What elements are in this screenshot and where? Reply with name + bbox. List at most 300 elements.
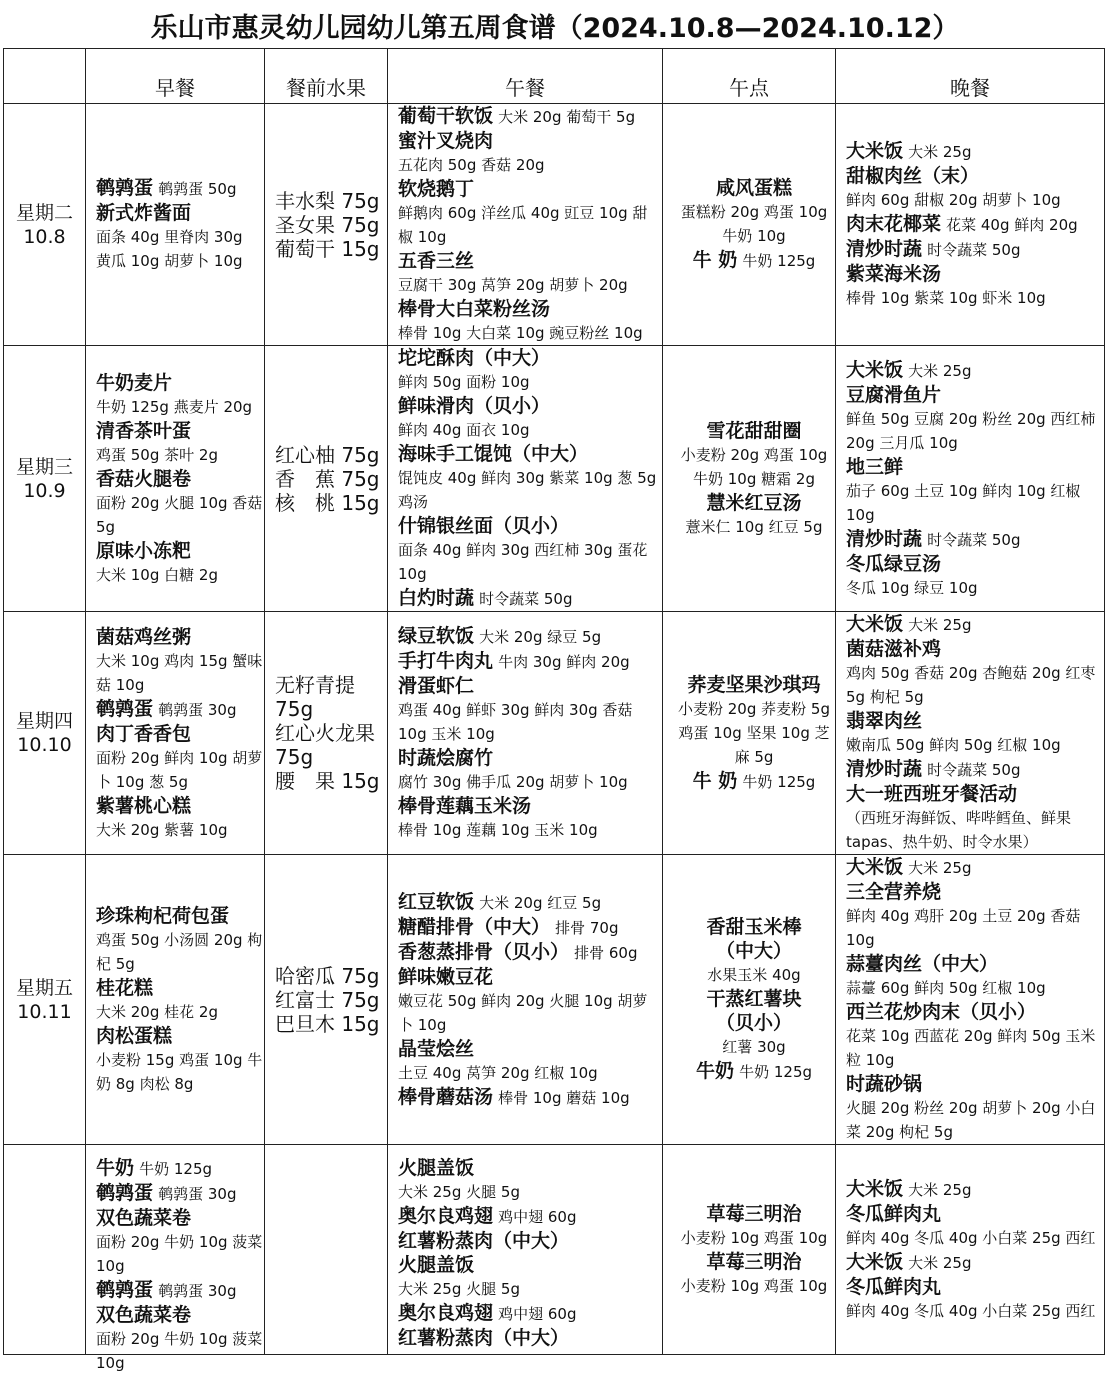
ingredients: 鲜鹅肉 60g 洋丝瓜 40g 豇豆 10g 甜椒 10g [398, 204, 648, 246]
menu-item [846, 1202, 1104, 1226]
menu-item [673, 987, 835, 1011]
fruit-cell [265, 612, 388, 855]
dish-name: 干蒸红薯块 [706, 988, 802, 1010]
menu-item [673, 176, 835, 200]
dish-name: 红豆软饭 [398, 890, 475, 913]
day-row [4, 346, 1105, 612]
dish-name: 蜜汁叉烧肉 [398, 130, 494, 152]
ingredients: 嫩豆花 50g 鲜肉 20g 火腿 10g 胡萝卜 10g [398, 991, 648, 1034]
ingredients: 冬瓜 10g 绿豆 10g [846, 578, 978, 597]
menu-item [398, 649, 662, 674]
menu-item [96, 928, 264, 976]
ingredients: 时令蔬菜 50g [927, 241, 1021, 259]
menu-item [96, 1206, 264, 1230]
menu-item [96, 225, 264, 249]
dinner-cell [836, 1145, 1105, 1355]
ingredients: 大米 25g [908, 143, 972, 161]
dish-name: 雪花甜甜圈 [706, 419, 802, 442]
menu-table [3, 48, 1105, 1372]
fruit-item: 核 桃 15g [275, 490, 380, 515]
menu-item [673, 419, 835, 443]
menu-item [846, 188, 1104, 212]
ingredients: 大米 25g 火腿 5g [398, 1279, 520, 1298]
fruit-item: 无籽青提 [275, 673, 355, 697]
dish-name: 鹌鹑蛋 [96, 177, 154, 199]
menu-item [398, 538, 662, 586]
menu-item [398, 514, 662, 538]
dish-name: 双色蔬菜卷 [96, 1303, 192, 1326]
menu-item [846, 1096, 1104, 1144]
menu-item [673, 1226, 835, 1250]
ingredients: 蛋糕粉 20g 鸡蛋 10g [680, 203, 828, 221]
ingredients: 排骨 60g [574, 943, 638, 962]
menu-item [846, 527, 1104, 552]
header-row [4, 49, 1105, 104]
menu-item [398, 1253, 662, 1277]
menu-item [846, 237, 1104, 262]
lunch-cell [388, 104, 663, 346]
menu-item [398, 346, 662, 370]
dish-name: 大米饭 [846, 856, 904, 878]
ingredients: 小麦粉 10g 鸡蛋 10g [680, 1276, 828, 1295]
menu-item [846, 1072, 1104, 1096]
dish-name: 软烧鹅丁 [398, 178, 475, 200]
dish-name: 地三鲜 [846, 455, 904, 478]
menu-item [398, 201, 662, 249]
ingredients: 鸡中翅 60g [498, 1304, 577, 1323]
menu-item [398, 1326, 662, 1350]
menu-item [673, 963, 835, 987]
ingredients: 大米 25g [908, 361, 972, 380]
dish-name: 牛奶 [695, 1060, 734, 1082]
header-breakfast: 早餐 [86, 49, 265, 104]
dish-name: 冬瓜绿豆汤 [846, 552, 942, 575]
menu-item [846, 139, 1104, 164]
menu-item [673, 224, 835, 248]
dish-name: 奥尔良鸡翅 [398, 1301, 494, 1324]
menu-item [96, 1024, 264, 1048]
menu-item [96, 722, 264, 746]
snack-cell [663, 855, 836, 1145]
dish-name: 香葱蒸排骨（贝小） [398, 940, 570, 963]
breakfast-cell [86, 855, 265, 1145]
menu-item [96, 1327, 264, 1375]
fruit-item: 葡萄干 15g [275, 236, 380, 261]
ingredients: 小麦粉 15g 鸡蛋 10g 牛奶 8g 肉松 8g [96, 1050, 263, 1093]
ingredients: 土豆 40g 莴笋 20g 红椒 10g [398, 1063, 598, 1082]
dish-name: 牛 奶 [692, 769, 738, 792]
menu-item [673, 248, 835, 273]
menu-item [398, 1204, 662, 1229]
ingredients: 小麦粉 20g 鸡蛋 10g [680, 445, 828, 464]
ingredients: 牛奶 125g 燕麦片 20g [96, 397, 253, 416]
menu-item [846, 637, 1104, 661]
ingredients: 大米 25g [908, 859, 972, 877]
dish-name: 豆腐滑鱼片 [846, 383, 942, 406]
day-name: 星期二 [15, 201, 73, 224]
menu-item [846, 806, 1104, 854]
menu-item [846, 1177, 1104, 1202]
dish-name: 牛奶麦片 [96, 371, 173, 394]
menu-item [96, 563, 264, 587]
menu-item [673, 1250, 835, 1274]
menu-item [673, 769, 835, 794]
ingredients: 馄饨皮 40g 鲜肉 30g 紫菜 10g 葱 5g 鸡汤 [398, 469, 657, 511]
menu-item [96, 1230, 264, 1278]
dish-name: 紫菜海米汤 [846, 263, 942, 285]
ingredients: 大米 20g 紫薯 10g [96, 820, 228, 839]
menu-item [846, 407, 1104, 455]
dish-name: 清香茶叶蛋 [96, 419, 192, 442]
day-date: 10.8 [23, 225, 66, 248]
ingredients: 小麦粉 20g 荞麦粉 5g [678, 699, 830, 718]
menu-item [96, 176, 264, 201]
dish-name: 大米饭 [846, 358, 904, 381]
ingredients: 大米 25g [908, 616, 972, 634]
menu-item [398, 177, 662, 201]
dish-name: 清炒时蔬 [846, 238, 923, 260]
menu-item [846, 164, 1104, 188]
menu-item [96, 395, 264, 419]
ingredients: 牛奶 125g [739, 1063, 813, 1081]
menu-item [846, 757, 1104, 782]
ingredients: 鲜肉 40g 冬瓜 40g 小白菜 25g 西红 [846, 1301, 1096, 1320]
dish-name: 大米饭 [846, 1177, 904, 1200]
menu-item [846, 479, 1104, 527]
menu-item [398, 624, 662, 649]
day-row [4, 1145, 1105, 1355]
menu-item [96, 1303, 264, 1327]
dish-name: 鹌鹑蛋 [96, 1181, 154, 1204]
ingredients: 豆腐干 30g 莴笋 20g 胡萝卜 20g [398, 276, 628, 294]
header-fruit: 餐前水果 [265, 49, 388, 104]
ingredients: 嫩南瓜 50g 鲜肉 50g 红椒 10g [846, 736, 1061, 754]
menu-item [846, 733, 1104, 757]
dish-name: 鲜味滑肉（贝小） [398, 395, 551, 417]
menu-item [846, 383, 1104, 407]
menu-item [96, 794, 264, 818]
ingredients: 鲜肉 40g 冬瓜 40g 小白菜 25g 西红 [846, 1228, 1096, 1247]
ingredients: 面粉 20g 牛奶 10g 菠菜 10g [96, 1329, 263, 1372]
menu-item [398, 321, 662, 345]
fruit-cell [265, 104, 388, 346]
menu-item [398, 586, 662, 611]
ingredients: 大米 20g 葡萄干 5g [498, 108, 636, 126]
dish-name: 菌菇鸡丝粥 [96, 625, 192, 648]
dish-name: 晶莹烩丝 [398, 1037, 475, 1060]
ingredients: 鲜肉 50g 面粉 10g [398, 373, 530, 391]
ingredients: 鸡蛋 50g 茶叶 2g [96, 445, 218, 464]
dish-name: 鹌鹑蛋 [96, 697, 154, 720]
dish-name: 冬瓜鲜肉丸 [846, 1202, 942, 1225]
dinner-cell [836, 104, 1105, 346]
menu-item [96, 1181, 264, 1206]
ingredients: 鲜鱼 50g 豆腐 20g 粉丝 20g 西红柿 20g 三月瓜 10g [846, 409, 1096, 452]
dish-name: 香菇火腿卷 [96, 467, 192, 490]
lunch-cell [388, 346, 663, 612]
day-name: 星期五 [15, 976, 73, 999]
breakfast-cell [86, 1145, 265, 1372]
menu-item [96, 1000, 264, 1024]
ingredients: 大米 25g [908, 1180, 972, 1199]
header-lunch: 午餐 [388, 49, 663, 104]
ingredients: 鲜肉 40g 鸡肝 20g 土豆 20g 香菇 10g [846, 907, 1081, 949]
menu-item [398, 770, 662, 794]
dish-name: 鲜味嫩豆花 [398, 965, 494, 988]
fruit-item: 圣女果 75g [275, 212, 380, 237]
menu-item [398, 1229, 662, 1253]
dish-name: 大米饭 [846, 1250, 904, 1273]
dish-name: 慧米红豆汤 [706, 491, 802, 514]
dinner-cell [836, 346, 1105, 612]
ingredients: 大米 20g 桂花 2g [96, 1002, 218, 1021]
lunch-cell [388, 1145, 663, 1355]
ingredients: 排骨 70g [555, 918, 619, 937]
ingredients: 蒜薹 60g 鲜肉 50g 红椒 10g [846, 979, 1046, 997]
dish-name: （贝小） [715, 1012, 792, 1034]
menu-item [846, 1000, 1104, 1024]
menu-item [673, 673, 835, 697]
dish-name: 荞麦坚果沙琪玛 [687, 673, 821, 696]
ingredients: 牛肉 30g 鲜肉 20g [498, 653, 630, 671]
menu-item [673, 200, 835, 224]
day-cell [4, 346, 86, 612]
menu-item [398, 794, 662, 818]
ingredients: 大米 25g 火腿 5g [398, 1182, 520, 1201]
dish-name: 时蔬烩腐竹 [398, 747, 494, 769]
menu-item [846, 1275, 1104, 1299]
header-corner [4, 49, 86, 104]
ingredients: 鹌鹑蛋 50g [158, 180, 237, 198]
ingredients: 五花肉 50g 香菇 20g [398, 156, 545, 174]
menu-item [398, 1061, 662, 1085]
fruit-cell [265, 855, 388, 1145]
menu-item [398, 1085, 662, 1110]
menu-item [846, 855, 1104, 880]
ingredients: 时令蔬菜 50g [479, 590, 573, 608]
dish-name: 棒骨蘑菇汤 [398, 1085, 494, 1108]
ingredients: 鹌鹑蛋 30g [158, 1184, 237, 1203]
dish-name: 红薯粉蒸肉（中大） [398, 1229, 570, 1252]
dish-name: 鹌鹑蛋 [96, 1278, 154, 1301]
menu-item [673, 939, 835, 963]
day-cell [4, 612, 86, 855]
dish-name: 珍珠枸杞荷包蛋 [96, 904, 230, 927]
dish-name: 翡翠肉丝 [846, 710, 923, 732]
ingredients: 面粉 20g 牛奶 10g 菠菜 10g [96, 1232, 263, 1275]
menu-item [398, 418, 662, 442]
dish-name: 糖醋排骨（中大） [398, 915, 551, 938]
menu-item [398, 1180, 662, 1204]
menu-item [96, 249, 264, 273]
menu-item [398, 129, 662, 153]
menu-item [96, 1278, 264, 1303]
menu-item [846, 212, 1104, 237]
menu-item [96, 443, 264, 467]
dish-name: 西兰花炒肉末（贝小） [846, 1001, 1037, 1023]
dish-name: 草莓三明治 [706, 1250, 802, 1273]
fruit-item: 75g [275, 697, 314, 721]
dish-name: 新式炸酱面 [96, 202, 192, 224]
ingredients: 鹌鹑蛋 30g [158, 1281, 237, 1300]
ingredients: 棒骨 10g 莲藕 10g 玉米 10g [398, 821, 598, 839]
menu-item [673, 1035, 835, 1059]
dish-name: 肉松蛋糕 [96, 1024, 173, 1047]
fruit-item: 香 蕉 75g [275, 466, 380, 491]
snack-cell [663, 612, 836, 855]
lunch-cell [388, 612, 663, 855]
menu-item [673, 697, 835, 721]
dish-name: 双色蔬菜卷 [96, 1206, 192, 1229]
fruit-item: 红心火龙果 [275, 721, 375, 745]
ingredients: 时令蔬菜 50g [927, 761, 1021, 779]
dish-name: 草莓三明治 [706, 1202, 802, 1225]
menu-item [96, 419, 264, 443]
ingredients: 时令蔬菜 50g [927, 530, 1021, 549]
ingredients: 花菜 40g 鲜肉 20g [946, 216, 1078, 234]
menu-item [96, 1156, 264, 1181]
menu-item [398, 746, 662, 770]
menu-item [96, 697, 264, 722]
ingredients: 棒骨 10g 大白菜 10g 豌豆粉丝 10g [398, 324, 643, 342]
ingredients: 牛奶 125g [139, 1159, 213, 1178]
day-row [4, 612, 1105, 855]
menu-item [96, 491, 264, 539]
fruit-cell [265, 346, 388, 612]
ingredients: 黄瓜 10g 胡萝卜 10g [96, 252, 243, 270]
dish-name: 牛 奶 [692, 249, 738, 271]
ingredients: 鸡中翅 60g [498, 1207, 577, 1226]
menu-item [673, 721, 835, 769]
menu-item [673, 467, 835, 491]
breakfast-cell [86, 346, 265, 612]
menu-item [398, 104, 662, 129]
menu-item [96, 467, 264, 491]
fruit-item: 丰水梨 75g [275, 188, 380, 213]
menu-item [96, 976, 264, 1000]
day-name: 星期四 [15, 710, 73, 732]
menu-item [846, 952, 1104, 976]
ingredients: 棒骨 10g 蘑菇 10g [498, 1088, 630, 1107]
fruit-item: 哈密瓜 75g [275, 963, 380, 988]
menu-item [846, 552, 1104, 576]
ingredients: 大米 25g [908, 1253, 972, 1272]
ingredients: 牛奶 125g [742, 772, 816, 791]
menu-item [846, 358, 1104, 383]
lunch-cell [388, 855, 663, 1145]
dish-name: 红薯粉蒸肉（中大） [398, 1326, 570, 1349]
menu-item [846, 1299, 1104, 1323]
menu-item [846, 1250, 1104, 1275]
breakfast-cell [86, 104, 265, 346]
menu-item [398, 297, 662, 321]
menu-item [398, 940, 662, 965]
page-title: 乐山市惠灵幼儿园幼儿第五周食谱（2024.10.8—2024.10.12） [150, 13, 960, 44]
dish-name: 大一班西班牙餐活动 [846, 783, 1018, 805]
menu-item [398, 273, 662, 297]
menu-item [846, 286, 1104, 310]
dish-name: 冬瓜鲜肉丸 [846, 1275, 942, 1298]
menu-item [398, 915, 662, 940]
dinner-cell [836, 855, 1105, 1145]
menu-item [846, 976, 1104, 1000]
menu-item [96, 818, 264, 842]
menu-item [398, 466, 662, 514]
menu-item [846, 1226, 1104, 1250]
day-date: 10.9 [23, 479, 66, 502]
fruit-item: 75g [275, 745, 314, 769]
dish-name: 甜椒肉丝（末） [846, 165, 980, 187]
dish-name: 棒骨莲藕玉米汤 [398, 795, 532, 817]
breakfast-cell [86, 612, 265, 855]
ingredients: 牛奶 125g [742, 252, 816, 270]
menu-item [398, 370, 662, 394]
dinner-cell [836, 612, 1105, 855]
ingredients: （西班牙海鲜饭、哔哔鳕鱼、鲜果 tapas、热牛奶、时令水果） [846, 809, 1072, 851]
dish-name: 原味小冻粑 [96, 539, 192, 562]
dish-name: 清炒时蔬 [846, 527, 923, 550]
ingredients: 大米 10g 白糖 2g [96, 565, 218, 584]
dish-name: 葡萄干软饭 [398, 105, 494, 127]
dish-name: 紫薯桃心糕 [96, 794, 192, 817]
dish-name: 火腿盖饭 [398, 1253, 475, 1276]
menu-item [398, 698, 662, 746]
snack-cell [663, 1145, 836, 1355]
dish-name: 滑蛋虾仁 [398, 675, 475, 697]
menu-item [96, 1048, 264, 1096]
ingredients: 鹌鹑蛋 30g [158, 700, 237, 719]
ingredients: 鲜肉 40g 面衣 10g [398, 421, 530, 439]
ingredients: 花菜 10g 西蓝花 20g 鲜肉 50g 玉米粒 10g [846, 1027, 1096, 1069]
dish-name: 什锦银丝面（贝小） [398, 515, 570, 537]
ingredients: 大米 20g 绿豆 5g [479, 628, 602, 646]
menu-item [846, 880, 1104, 904]
dish-name: 时蔬砂锅 [846, 1073, 923, 1095]
ingredients: 鸡肉 50g 香菇 20g 杏鲍菇 20g 红枣 5g 枸杞 5g [846, 664, 1096, 706]
ingredients: 面粉 20g 鲜肉 10g 胡萝卜 10g 葱 5g [96, 748, 263, 791]
menu-item [398, 965, 662, 989]
dish-name: 桂花糕 [96, 976, 154, 999]
menu-item [673, 915, 835, 939]
dish-name: 菌菇滋补鸡 [846, 638, 942, 660]
ingredients: 面条 40g 鲜肉 30g 西红柿 30g 蛋花 10g [398, 541, 648, 583]
dish-name: 五香三丝 [398, 250, 475, 272]
ingredients: 棒骨 10g 紫菜 10g 虾米 10g [846, 289, 1046, 307]
menu-item [846, 782, 1104, 806]
menu-item [96, 539, 264, 563]
header-snack: 午点 [663, 49, 836, 104]
dish-name: 奥尔良鸡翅 [398, 1204, 494, 1227]
dish-name: 白灼时蔬 [398, 587, 475, 609]
dish-name: 大米饭 [846, 613, 904, 635]
ingredients: 腐竹 30g 佛手瓜 20g 胡萝卜 10g [398, 773, 628, 791]
menu-item [96, 746, 264, 794]
menu-item [846, 262, 1104, 286]
menu-item [398, 394, 662, 418]
menu-item [673, 1011, 835, 1035]
menu-item [96, 904, 264, 928]
ingredients: 鲜肉 60g 甜椒 20g 胡萝卜 10g [846, 191, 1061, 209]
ingredients: 面条 40g 里脊肉 30g [96, 228, 243, 246]
menu-item [673, 1202, 835, 1226]
ingredients: 鸡蛋 50g 小汤圆 20g 枸杞 5g [96, 930, 263, 973]
ingredients: 大米 20g 红豆 5g [479, 893, 602, 912]
menu-item [846, 904, 1104, 952]
day-row [4, 855, 1105, 1145]
menu-item [398, 1301, 662, 1326]
ingredients: 大米 10g 鸡肉 15g 蟹味菇 10g [96, 651, 263, 694]
dish-name: 棒骨大白菜粉丝汤 [398, 298, 551, 320]
